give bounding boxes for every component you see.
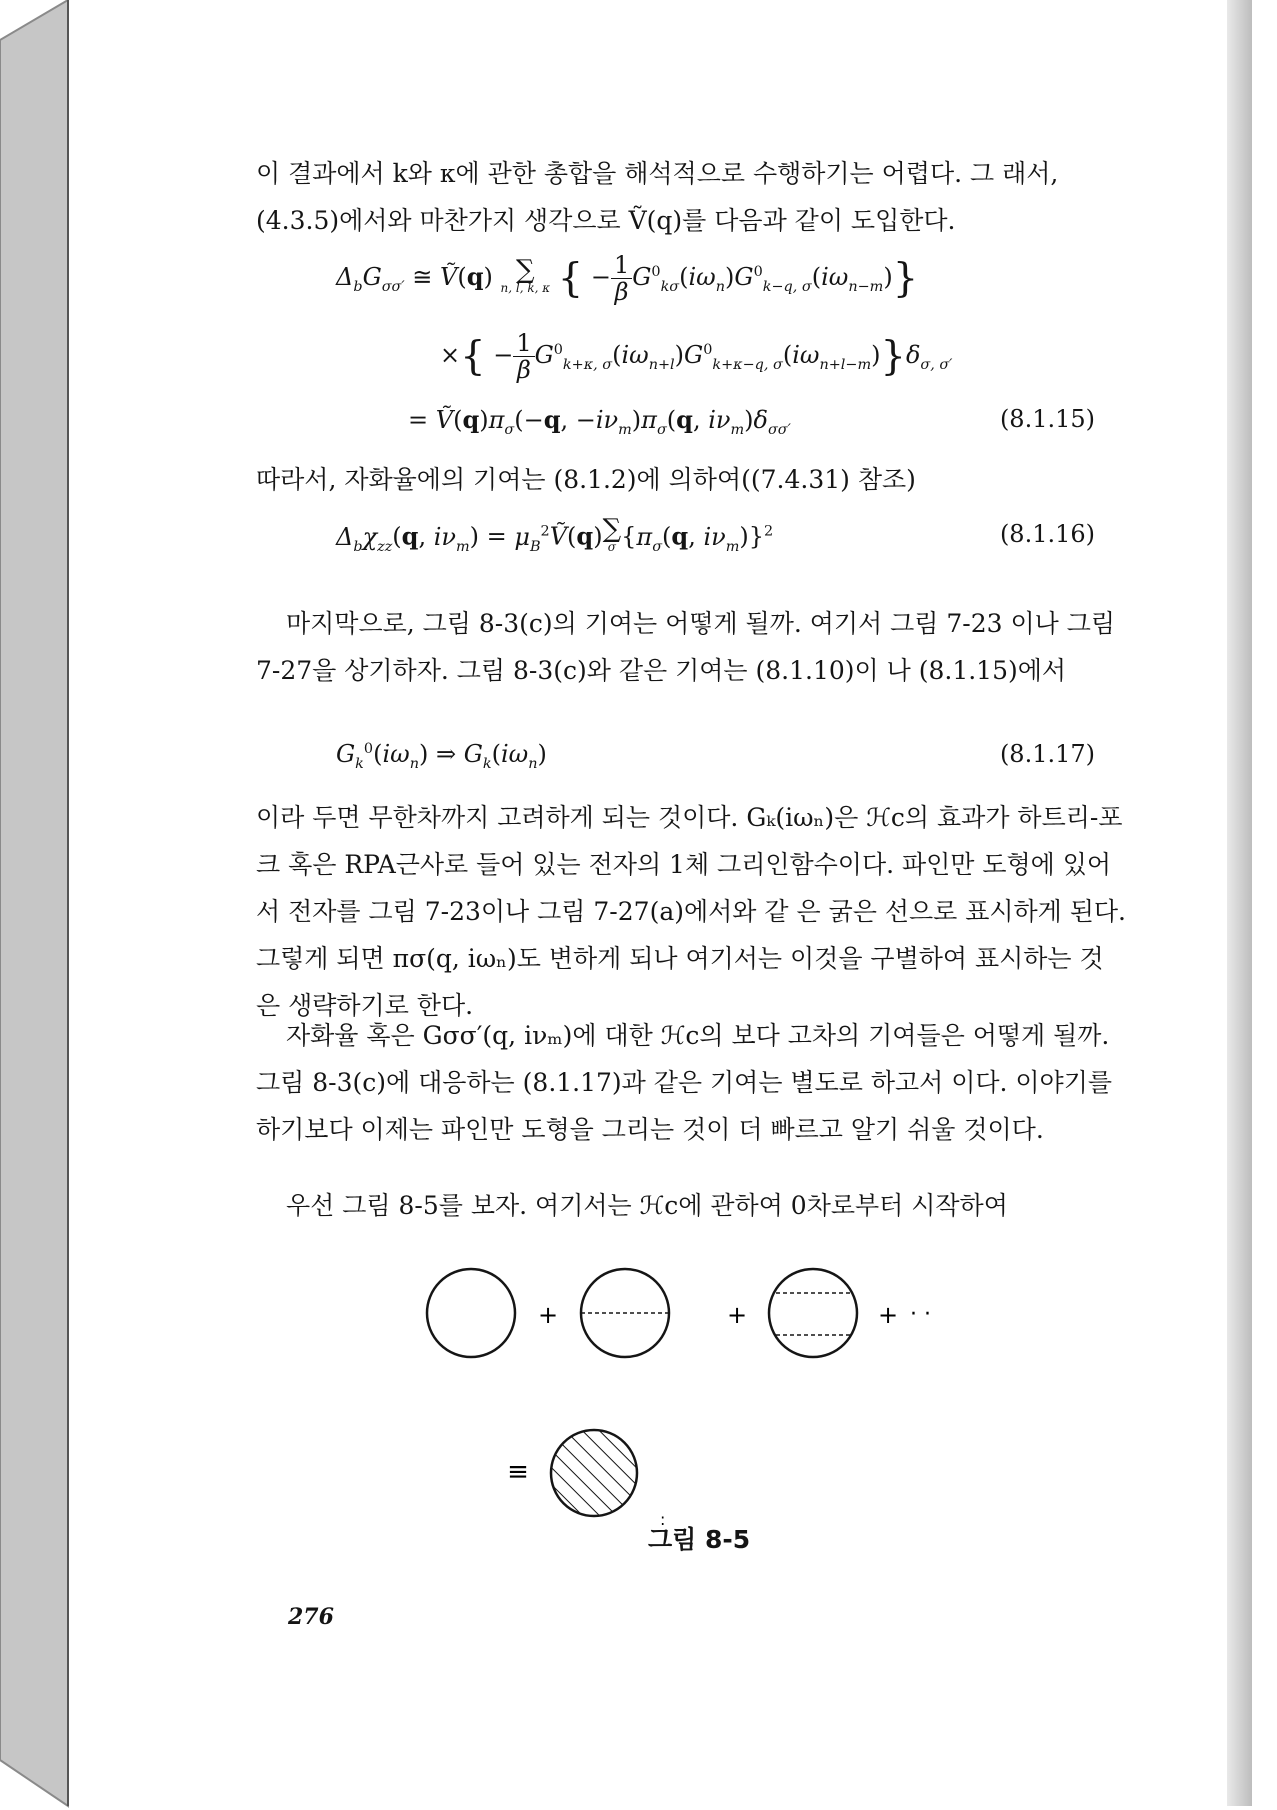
page-edge-shadow	[1227, 0, 1252, 1806]
bubble-order-0	[427, 1269, 515, 1357]
equation-8-1-15-line-3: = $Ṽ(q)\pi_\sigma(-q$, $-i\nu_m)\pi_\sigma(q$, $i\nu_m)\delta_{\sigma\sigma'}$	[408, 405, 791, 438]
equivalence-sign: ≡	[507, 1457, 529, 1487]
figure-8-5	[440, 1255, 1000, 1529]
figure-8-5-diagram	[440, 1255, 1000, 1529]
hatched-bubble	[551, 1430, 637, 1516]
continuation-dots: · ·	[910, 1302, 931, 1327]
book-spine	[0, 0, 80, 1806]
paragraph-2: 따라서, 자화율에의 기여는 (8.1.2)에 의하여((7.4.31) 참조)	[256, 465, 916, 494]
equation-8-1-17: $G_k^0(i\omega_n)$ ⇒ $G_k(i\omega_n)$	[336, 740, 547, 772]
page-number: 276	[288, 1604, 334, 1630]
equation-8-1-16: $\Delta_b\chi_{zz}(q$, $i\nu_m$) = $\mu_B^2Ṽ(q)$ ∑ σ {$\pi_\sigma(q$, $i\nu_m)\}^2$	[336, 514, 774, 555]
plus-3: +	[877, 1301, 899, 1329]
figure-mark: :	[660, 1510, 666, 1529]
equation-number-8-1-16: (8.1.16)	[999, 520, 1095, 548]
paragraph-3: 마지막으로, 그림 8-3(c)의 기여는 어떻게 될까. 여기서 그림 7-23 이나 그림 7-27을 상기하자. 그림 8-3(c)와 같은 기여는 (8.1.10)이 나 (8.1.15)에서	[256, 609, 1116, 685]
bubble-order-2	[769, 1269, 857, 1357]
equation-8-1-15-line-2: ×{ − $\frac{1}{\beta}$ $G^0_{k+\kappa, \sigma}(i\omega_{n+l})G^0_{k+\kappa-q, \sigma}(i\omega_{n+l-m})\}\delta_{\sigma, \sigma'}$	[440, 329, 953, 384]
equation-number-8-1-15: (8.1.15)	[999, 405, 1095, 433]
equation-8-1-15-line-1: $\Delta_bG_{\sigma\sigma'}$ ≅ Ṽ(q) ∑ n, l, k, κ { − $\frac{1}{\beta}$ $G^0_{k\sigma}(i\omega_n)G^0_{k-q, \sigma}(i\omega_{n-m})$}	[336, 251, 919, 306]
paragraph-6: 우선 그림 8-5를 보자. 여기서는 ℋc에 관하여 0차로부터 시작하여	[286, 1191, 1008, 1220]
plus-2: +	[726, 1301, 748, 1329]
figure-caption: 그림 8-5	[648, 1525, 751, 1554]
paragraph-5: 자화율 혹은 Gσσ′(q, iνₘ)에 대한 ℋc의 보다 고차의 기여들은 어떻게 될까. 그림 8-3(c)에 대응하는 (8.1.17)과 같은 기여는 별도로 하고서 이다. 이야기를 하기보다 이제는 파인만 도형을 그리는 것이 더 빠르고 알기 쉬울 것이다.	[256, 1021, 1113, 1144]
paragraph-1: 이 결과에서 k와 κ에 관한 총합을 해석적으로 수행하기는 어렵다. 그 래서, (4.3.5)에서와 마찬가지 생각으로 Ṽ(q)를 다음과 같이 도입한다.	[256, 159, 1059, 235]
paragraph-4: 이라 두면 무한차까지 고려하게 되는 것이다. Gₖ(iωₙ)은 ℋc의 효과가 하트리-포크 혹은 RPA근사로 들어 있는 전자의 1체 그리인함수이다. 파인만 도형에 있어서 전자를 그림 7-23이나 그림 7-27(a)에서와 같 은 굵은 선으로 표시하게 된다. 그렇게 되면 πσ(q, iωₙ)도 변하게 되나 여기서는 이것을 구별하여 표시하는 것은 생략하기로 한다.	[256, 803, 1127, 1020]
plus-1: +	[537, 1301, 559, 1329]
equation-number-8-1-17: (8.1.17)	[999, 740, 1095, 768]
